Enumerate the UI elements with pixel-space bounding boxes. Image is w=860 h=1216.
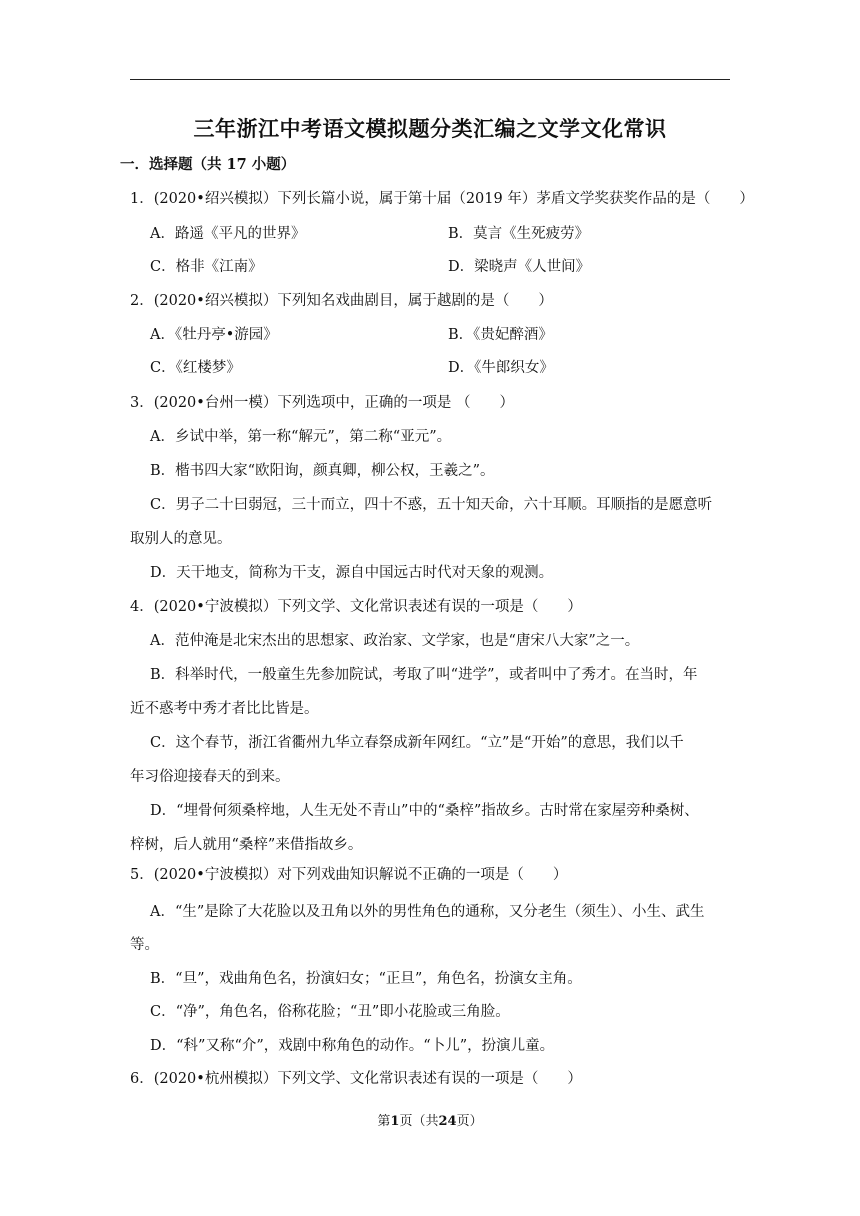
q2-option-b: B．《贵妃醉酒》	[448, 327, 553, 343]
q4-option-a: A．范仲淹是北宋杰出的思想家、政治家、文学家，也是“唐宋八大家”之一。	[150, 633, 640, 649]
question-2-stem: 2．(2020•绍兴模拟）下列知名戏曲剧目，属于越剧的是（ ）	[130, 293, 553, 309]
page-title: 三年浙江中考语文模拟题分类汇编之文学文化常识	[193, 116, 667, 141]
footer-page-number: 1	[390, 1114, 400, 1129]
footer-suffix: 页）	[456, 1114, 483, 1129]
q3-option-a: A．乡试中举，第一称“解元”，第二称“亚元”。	[150, 429, 452, 445]
q5-option-a-cont: 等。	[130, 937, 159, 953]
q4-option-b: B．科举时代，一般童生先参加院试，考取了叫“进学”，或者叫中了秀才。在当时，年	[150, 667, 698, 683]
q1-option-c: C．格非《江南》	[150, 259, 263, 275]
question-4-stem: 4．(2020•宁波模拟）下列文学、文化常识表述有误的一项是（ ）	[130, 599, 582, 615]
q4-option-c: C．这个春节，浙江省衢州九华立春祭成新年网红。“立”是“开始”的意思，我们以千	[150, 735, 684, 751]
question-3-stem: 3．(2020•台州一模）下列选项中，正确的一项是 （ ）	[130, 395, 514, 411]
section-heading: 一．选择题（共 17 小题）	[120, 156, 296, 173]
q3-option-b: B．楷书四大家“欧阳询，颜真卿，柳公权，王羲之”。	[150, 463, 495, 479]
q4-option-b-cont: 近不惑考中秀才者比比皆是。	[130, 701, 319, 717]
question-5-stem: 5．(2020•宁波模拟）对下列戏曲知识解说不正确的一项是（ ）	[130, 867, 568, 883]
q1-option-a: A．路遥《平凡的世界》	[150, 226, 306, 242]
q2-option-c: C．《红楼梦》	[150, 360, 241, 376]
q5-option-b: B．“旦”，戏曲角色名，扮演妇女；“正旦”，角色名，扮演女主角。	[150, 971, 582, 987]
footer-prefix: 第	[377, 1114, 391, 1129]
q1-option-d: D．梁晓声《人世间》	[448, 259, 591, 275]
q5-option-a: A．“生”是除了大花脸以及丑角以外的男性角色的通称，又分老生（须生）、小生、武生	[150, 904, 705, 920]
q4-option-c-cont: 年习俗迎接春天的到来。	[130, 769, 290, 785]
q4-option-d: D．“埋骨何须桑梓地，人生无处不青山”中的“桑梓”指故乡。古时常在家屋旁种桑树、	[150, 803, 699, 819]
q3-option-d: D．天干地支，简称为干支，源自中国远古时代对天象的观测。	[150, 565, 554, 581]
q3-option-c-cont: 取别人的意见。	[130, 531, 232, 547]
q4-option-d-cont: 梓树，后人就用“桑梓”来借指故乡。	[130, 837, 363, 853]
q1-option-b: B．莫言《生死疲劳》	[448, 226, 590, 242]
question-6-stem: 6．(2020•杭州模拟）下列文学、文化常识表述有误的一项是（ ）	[130, 1071, 582, 1087]
footer-middle: 页（共	[399, 1114, 439, 1129]
q5-option-d: D．“科”又称“介”，戏剧中称角色的动作。“卜儿”，扮演儿童。	[150, 1038, 555, 1054]
q2-option-d: D．《牛郎织女》	[448, 360, 554, 376]
q3-option-c: C．男子二十曰弱冠，三十而立，四十不惑，五十知天命，六十耳顺。耳顺指的是愿意听	[150, 497, 713, 513]
page-footer	[0, 1110, 860, 1129]
q2-option-a: A．《牡丹亭•游园》	[150, 327, 278, 343]
q5-option-c: C．“净”，角色名，俗称花脸；“丑”即小花脸或三角脸。	[150, 1004, 510, 1020]
question-1-stem: 1．(2020•绍兴模拟）下列长篇小说，属于第十届（2019 年）茅盾文学奖获奖作品的是（ ）	[130, 191, 754, 207]
header-rule	[130, 79, 730, 80]
footer-total-pages: 24	[438, 1114, 457, 1129]
